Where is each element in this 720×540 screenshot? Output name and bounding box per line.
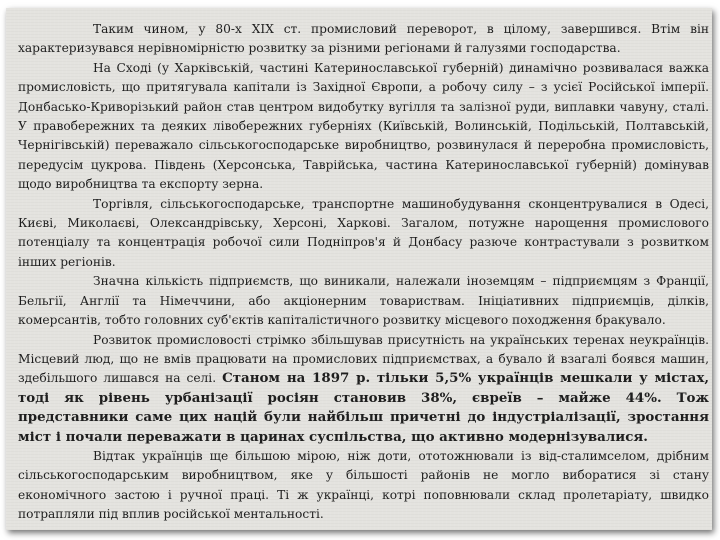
paragraph-text: Торгівля, сільськогосподарське, транспортне машинобудування сконцентрувалися в Одесі, Києві, Миколаєві, Олександрівську, Херсоні, Харкові. Загалом, потужне нарощення промислового потенціалу та концентрація робочої сили Подніпров'я й Донбасу разюче контрастували з розвитком інших регіонів. xyxy=(18,196,709,269)
paragraph-text: Розвиток промисловості стрімко збільшував присутність на українських теренах неукраїнців. Місцевий люд, що не вмів працювати на промислових підприємствах, а бувало й взагалі боявся машин, здебільшого лишався на селі. xyxy=(18,332,709,386)
paragraph-text: На Сході (у Харківській, частині Катеринославської губерній) динамічно розвивалася важка промисловість, що притягувала капітали із Західної Європи, а робочу силу – з усієї Російської імперії. Донбасько-Криворізький район став центром видобутку вугілля та залізної руди, виплавки чавуну, сталі. У правобережних та деяких лівобережних губерніях (Київській, Волинській, Подільській, Полтавській, Чернігівській) переважало сільськогосподарське виробництво, розвинулася й переробна промисловість, передусім цукрова. Південь (Херсонська, Таврійська, частина Катеринославської губерній) домінував щодо виробництва та експорту зерна. xyxy=(18,60,709,192)
paragraph-trade-cities xyxy=(18,195,709,273)
paragraph-bold-text: Станом на 1897 р. тільки 5,5% українців мешкали у містах, тоді як рівень урбанізації росіян становив 38%, євреїв – майже 44%. Тож представники саме цих націй були найбільш причетні до індустріалізації, зростання міст і почали переважати в царинах суспільства, що активно модернізувалися. xyxy=(18,370,709,445)
paragraph-text: Таким чином, у 80-х XIX ст. промисловий переворот, в цілому, завершився. Втім він характеризувався нерівномірністю розвитку за різними регіонами й галузями господарства. xyxy=(18,22,709,56)
paragraph-text: Відтак українців ще більшою мірою, ніж доти, ототожнювали із від-сталимселом, дрібним сільськогосподарським виробництвом, яке у більшості районів не могло вибoратися зі стану економічного застою і ручної праці. Ті ж українці, котрі поповнювали склад пролетаріату, швидко потрапляли під вплив російської ментальності. xyxy=(18,448,709,522)
paragraph-urbanization xyxy=(18,331,709,447)
paragraph-regions-east xyxy=(18,59,709,195)
paragraph-text: Значна кількість підприємств, що виникали, належали іноземцям – підприємцям з Франції, Бельгії, Англії та Німеччини, або акціонерним товариствам. Ініціативних підприємців, ділків, комерсантів, тобто головних суб'єктів капіталістичного розвитку місцевого походження бракувало. xyxy=(18,274,709,328)
document-body xyxy=(18,20,709,525)
paragraph-industrial-revolution xyxy=(18,20,709,59)
paragraph-foreign-owners xyxy=(18,272,709,330)
paragraph-conclusion xyxy=(18,447,709,525)
text-card xyxy=(6,8,712,530)
